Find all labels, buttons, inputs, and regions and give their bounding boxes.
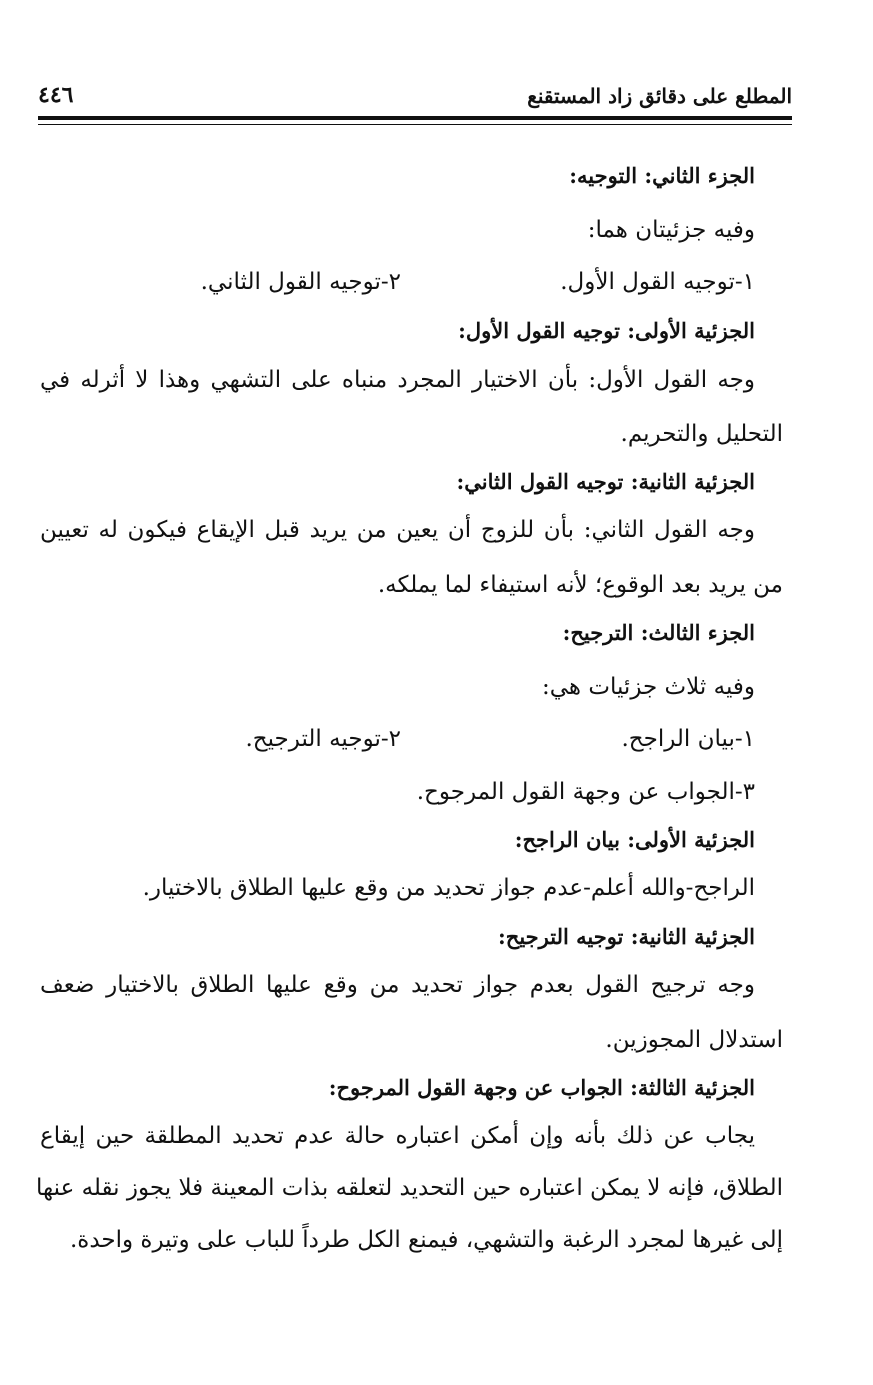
subsection-heading: الجزئية الأولى: بيان الراجح: (514, 827, 755, 852)
paragraph-line: وجه ترجيح القول بعدم جواز تحديد من وقع عليها الطلاق بالاختيار ضعف (40, 972, 755, 998)
subsection-heading: الجزئية الثانية: توجيه القول الثاني: (456, 469, 755, 494)
paragraph-line: التحليل والتحريم. (620, 421, 783, 447)
section-heading: الجزء الثالث: الترجيح: (562, 620, 755, 645)
paragraph-line: وفيه جزئيتان هما: (587, 217, 755, 243)
subsection-heading: الجزئية الثالثة: الجواب عن وجهة القول المرجوح: (328, 1075, 755, 1100)
paragraph-line: إلى غيرها لمجرد الرغبة والتشهي، فيمنع الكل طرداً للباب على وتيرة واحدة. (69, 1227, 783, 1253)
header-rule-thick (38, 116, 792, 120)
book-title: المطلع على دقائق زاد المستقنع (527, 84, 792, 108)
paragraph-line: من يريد بعد الوقوع؛ لأنه استيفاء لما يملكه. (377, 572, 783, 598)
list-item: ١-بيان الراجح. (621, 726, 755, 752)
list-item: ٣-الجواب عن وجهة القول المرجوح. (416, 779, 755, 805)
page-number: ٤٤٦ (38, 82, 74, 108)
paragraph-line: وفيه ثلاث جزئيات هي: (541, 674, 755, 700)
list-item: ١-توجيه القول الأول. (560, 269, 755, 295)
subsection-heading: الجزئية الأولى: توجيه القول الأول: (458, 318, 755, 343)
paragraph-line: الطلاق، فإنه لا يمكن اعتباره حين التحديد لتعلقه بذات المعينة فلا يجوز نقله عنها (36, 1175, 783, 1201)
paragraph-line: يجاب عن ذلك بأنه وإن أمكن اعتباره حالة عدم تحديد المطلقة حين إيقاع (40, 1123, 755, 1149)
list-item: ٢-توجيه القول الثاني. (200, 269, 401, 295)
paragraph-line: استدلال المجوزين. (605, 1027, 783, 1053)
paragraph-line: وجه القول الثاني: بأن للزوج أن يعين من يريد قبل الإيقاع فيكون له تعيين (40, 517, 755, 543)
subsection-heading: الجزئية الثانية: توجيه الترجيح: (498, 924, 755, 949)
section-heading: الجزء الثاني: التوجيه: (569, 163, 755, 188)
paragraph-line: الراجح-والله أعلم-عدم جواز تحديد من وقع عليها الطلاق بالاختيار. (142, 875, 755, 901)
list-item: ٢-توجيه الترجيح. (245, 726, 401, 752)
header-rule-thin (38, 124, 792, 125)
page-header (38, 82, 792, 108)
paragraph-line: وجه القول الأول: بأن الاختيار المجرد منباه على التشهي وهذا لا أثرله في (40, 367, 755, 393)
